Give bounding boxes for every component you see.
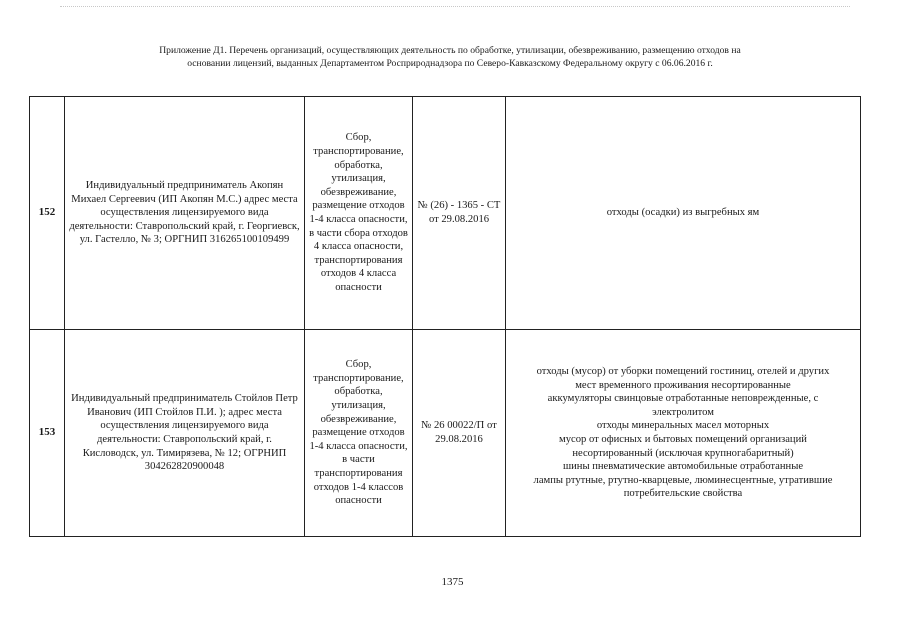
waste-line: аккумуляторы свинцовые отработанные неповрежденные, с xyxy=(547,393,819,405)
row-number: 152 xyxy=(30,97,65,330)
waste-line: отходы минеральных масел моторных xyxy=(596,420,770,432)
header-line-2: основании лицензий, выданных Департаментом Росприроднадзора по Северо-Кавказскому Федеральному округу с 06.06.2016 г. xyxy=(187,58,713,69)
organization-cell: Индивидуальный предприниматель Акопян Михаел Сергеевич (ИП Акопян М.С.) адрес места осуществления лицензируемого вида деятельности: Ставропольский край, г. Георгиевск, ул. Гастелло, № 3; ОРГНИП 316265100109499 xyxy=(65,97,305,330)
activity-cell: Сбор, транспортирование, обработка, утилизация, обезвреживание, размещение отходов 1-4 класса опасности, в части транспортирования отходов 1-4 классов опасности xyxy=(305,330,413,537)
activity-cell: Сбор, транспортирование, обработка, утилизация, обезвреживание, размещение отходов 1-4 класса опасности, в части сбора отходов 4 класса опасности, транспортирования отходов 4 класса опасности xyxy=(305,97,413,330)
table-row xyxy=(30,97,861,330)
waste-line: лампы ртутные, ртутно-кварцевые, люминесцентные, утратившие xyxy=(533,474,833,486)
waste-line: мусор от офисных и бытовых помещений организаций xyxy=(559,434,807,445)
table-row xyxy=(30,330,861,537)
license-cell: № 26 00022/П от 29.08.2016 xyxy=(413,330,506,537)
waste-line: шины пневматические автомобильные отработанные xyxy=(562,461,804,473)
organizations-table xyxy=(29,96,861,537)
license-cell: № (26) - 1365 - СТ от 29.08.2016 xyxy=(413,97,506,330)
waste-line: электролитом xyxy=(652,406,714,418)
waste-line: отходы (осадки) из выгребных ям xyxy=(606,207,760,219)
waste-line: несортированный (исключая крупногабаритный) xyxy=(572,447,794,459)
waste-line: отходы (мусор) от уборки помещений гостиниц, отелей и других xyxy=(536,366,830,378)
document-header xyxy=(30,44,870,70)
waste-line: потребительские свойства xyxy=(623,488,743,500)
organization-cell: Индивидуальный предприниматель Стойлов Петр Иванович (ИП Стойлов П.И. ); адрес места осуществления лицензируемого вида деятельности: Ставропольский край, г. Кисловодск, ул. Тимирязева, № 12; ОГРНИП 304262820900048 xyxy=(65,330,305,537)
header-line-1: Приложение Д1. Перечень организаций, осуществляющих деятельность по обработке, утилизации, обезвреживанию, размещению отходов на xyxy=(159,45,741,56)
scan-artifact-line xyxy=(60,6,850,7)
waste-types-cell xyxy=(506,97,861,330)
waste-types-cell xyxy=(506,330,861,537)
page-number: 1375 xyxy=(441,576,464,588)
waste-line: мест временного проживания несортированные xyxy=(575,379,791,391)
row-number: 153 xyxy=(30,330,65,537)
